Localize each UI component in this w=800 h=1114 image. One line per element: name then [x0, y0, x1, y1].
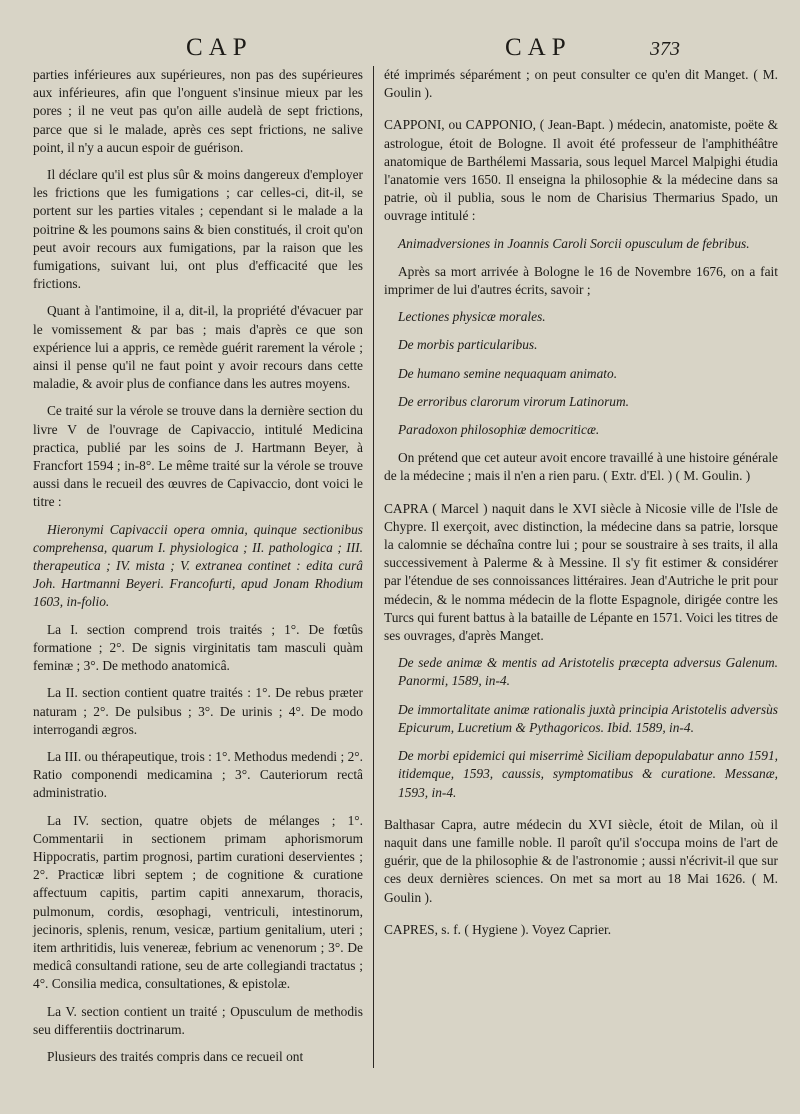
- page-number: 373: [650, 38, 680, 60]
- book-title: Paradoxon philosophiæ democriticæ.: [398, 422, 600, 438]
- paragraph: Quant à l'antimoine, il a, dit-il, la propriété d'évacuer par le vomissement & par bas ; mais d'après ce que son expérience lui a appris, ce remède guérit rarement la vérole ; ainsi il pense qu'il ne faut point y avoir recours dans cette maladie, & avoir plus de confiance dans les autres moyens.: [33, 303, 363, 392]
- paragraph: La II. section contient quatre traités : 1°. De rebus præter naturam ; 2°. De pulsibus ; 3°. De urinis ; 4°. De modo interrogandi ægros.: [33, 685, 363, 737]
- paragraph: La III. ou thérapeutique, trois : 1°. Methodus medendi ; 2°. Ratio componendi medicamina ; 3°. Cauteriorum rectâ administratio.: [33, 748, 363, 801]
- book-title: De humano semine nequaquam animato.: [398, 365, 618, 381]
- book-title: De erroribus clarorum virorum Latinorum.: [398, 393, 629, 409]
- book-title: Animadversiones in Joannis Caroli Sorcii opusculum de febribus.: [398, 235, 750, 251]
- entry-capponi: CAPPONI, ou CAPPONIO, ( Jean-Bapt. ) médecin, anatomiste, poëte & astrologue, étoit de Bologne. Il avoit été professeur de l'amphithéâtre anatomique de Barthélemi Massaria, sous lequel Marcel Malpighi étudia l'anatomie vers 1650. Il enseigna la philosophie & la médecine dans sa patrie, où il publia, sous le nom de Charisius Thermarius Spado, un ouvrage intitulé :: [384, 117, 778, 224]
- entry-capra-balthasar: Balthasar Capra, autre médecin du XVI siècle, étoit de Milan, où il naquit dans une famille noble. Il paroît qu'il s'occupa moins de l'art de guérir, que de la philosophie & de l'astronomie ; aussi n'écrivit-il que sur ces deux dernières sciences. On met sa mort au 18 Mai 1626. ( M. Goulin ).: [384, 816, 778, 905]
- left-column: [33, 66, 363, 1075]
- entry-capra-marcel: CAPRA ( Marcel ) naquit dans le XVI siècle à Nicosie ville de l'Isle de Chypre. Il exerçoit, avec distinction, la médecine dans sa patrie, lorsque la calomnie se déchaîna contre lui ; pour se soustraire à ses traits, il alla successivement à Palerme & à Messine. Il s'y fit estimer & considérer par l'étendue de ses connoissances littéraires. Jean d'Autriche le prit pour médecin, & le nomma médecin de la flotte Espagnole, dirigée contre les Turcs qui furent battus à la bataille de Lépante en 1571. Voici les titres de ses ouvrages, d'après Manget.: [384, 500, 778, 644]
- running-head-right: CAP: [505, 34, 572, 61]
- book-title: De morbi epidemici qui miserrimè Siciliam depopulabatur anno 1591, itidemque, 1593, caussis, symptomatibus & curatione. Messanæ, 1593, in-4.: [398, 748, 778, 800]
- book-title: De sede animæ & mentis ad Aristotelis præcepta adversus Galenum. Panormi, 1589, in-4.: [398, 655, 778, 689]
- paragraph: La I. section comprend trois traités ; 1°. De fœtûs formatione ; 2°. De signis virginitatis tam masculi quàm feminæ ; 3°. De methodo anatomicâ.: [33, 621, 363, 674]
- paragraph: La IV. section, quatre objets de mélanges ; 1°. Commentarii in sectionem primam aphorismorum Hippocratis, partim prognosi, partim curationi deservientes ; 2°. Practicæ libri septem ; de cognitione & curatione affectuum capitis, partim capiti annexarum, thoracis, pulmonum, cordis, œsophagi, ventriculi, intestinorum, jecinoris, splenis, renum, vesicæ, partium genitalium, uteri ; item arthritidis, luis venereæ, febrium ac venenorum ; 3°. De medicâ consultandi ratione, seu de arte collegiandi tractatus ; 4°. Consilia medica, consultationes, & epistolæ.: [33, 812, 363, 992]
- book-title: De immortalitate animæ rationalis juxtà principia Aristotelis adversùs Epicurum, Lucretium & Pythagoricos. Ibid. 1589, in-4.: [398, 701, 778, 735]
- entry-capres: CAPRES, s. f. ( Hygiene ). Voyez Caprier.: [384, 921, 612, 937]
- paragraph: Plusieurs des traités compris dans ce recueil ont: [47, 1048, 304, 1064]
- paragraph: On prétend que cet auteur avoit encore travaillé à une histoire générale de la médecine ; mais il n'en a rien paru. ( Extr. d'El. ) ( M. Goulin. ): [384, 450, 778, 484]
- paragraph: Ce traité sur la vérole se trouve dans la dernière section du livre V de l'ouvrage de Capivaccio, intitulé Medicina practica, publié par les soins de J. Hartmann Beyer, à Francfort 1594 ; in-8°. Le même traité sur la vérole se trouve aussi dans le recueil des œuvres de Capivaccio, dont voici le titre :: [33, 403, 363, 510]
- running-head-left: CAP: [186, 34, 253, 61]
- paragraph: été imprimés séparément ; on peut consulter ce qu'en dit Manget. ( M. Goulin ).: [384, 67, 778, 101]
- book-title: De morbis particularibus.: [398, 337, 538, 353]
- column-divider: [373, 66, 374, 1068]
- book-title-entry: Hieronymi Capivaccii opera omnia, quinque sectionibus comprehensa, quarum I. physiologica ; II. pathologica ; III. therapeutica ; IV. mista ; V. extranea continet : edita curâ Joh. Hartmanni Beyeri. Francofurti, apud Jonam Rhodium 1603, in-folio.: [33, 521, 363, 610]
- paragraph: parties inférieures aux supérieures, non pas des supérieures aux inférieures, afin que l'onguent s'insinue mieux par les pores ; il ne veut pas qu'on aille audelà de sept frictions, parce que si le malade, après ces sept frictions, ne salive point, il n'y a aucun espoir de guérison.: [33, 67, 363, 155]
- book-title: Lectiones physicæ morales.: [398, 309, 546, 325]
- right-column: [384, 66, 778, 948]
- paragraph: Après sa mort arrivée à Bologne le 16 de Novembre 1676, on a fait imprimer de lui d'autres écrits, savoir ;: [384, 263, 778, 298]
- paragraph: Il déclare qu'il est plus sûr & moins dangereux d'employer les frictions que les fumigations ; car celles-ci, dit-il, se portent sur les parties vitales ; cependant si le malade a la poitrine & les poumons sains & bien constitués, il croit qu'on peut avoir recours aux fumigations, par la raison que les fumigations, suivant lui, ont plus d'efficacité que les frictions.: [33, 167, 363, 292]
- paragraph: La V. section contient un traité ; Opusculum de methodis seu differentiis doctrinarum.: [33, 1003, 363, 1037]
